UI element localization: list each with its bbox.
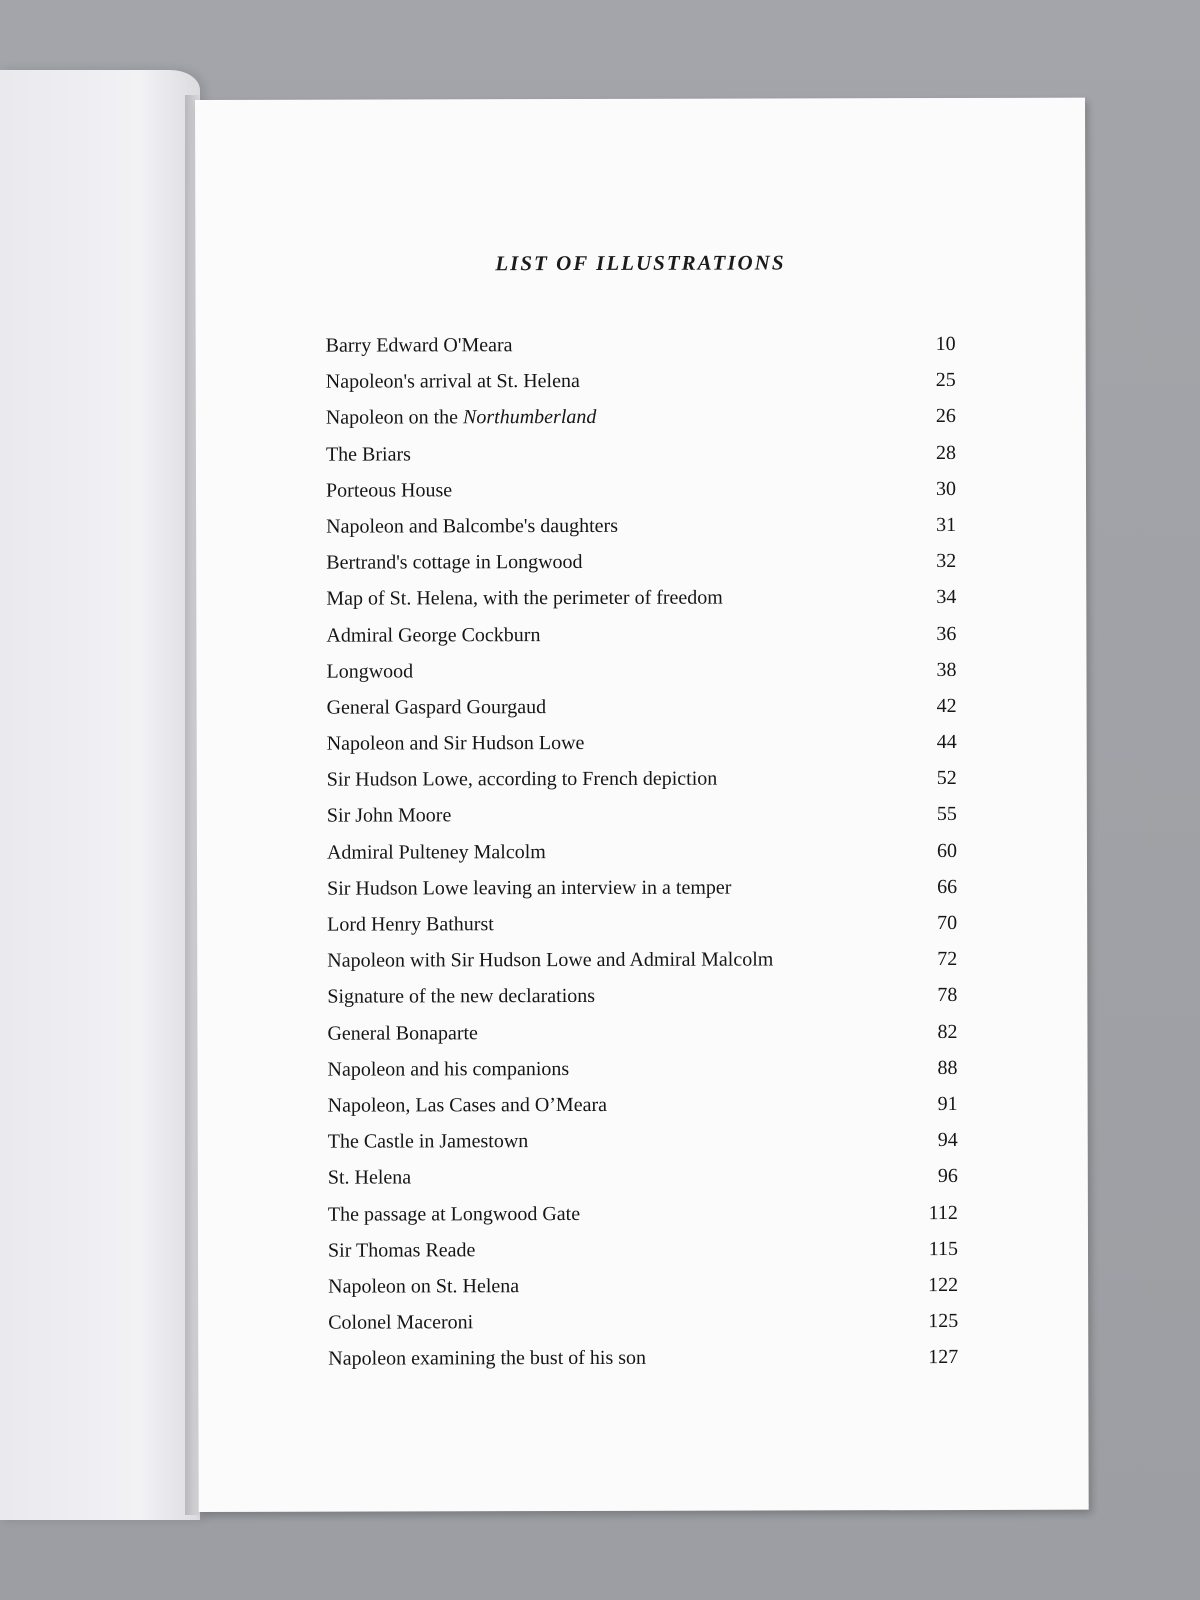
entry-title: Admiral George Cockburn bbox=[326, 623, 541, 647]
entry-page-number: 70 bbox=[937, 912, 958, 935]
list-item bbox=[326, 478, 956, 516]
entry-title: Colonel Maceroni bbox=[328, 1311, 474, 1334]
entry-title-text: Napoleon on the bbox=[325, 406, 464, 430]
entry-title: Porteous House bbox=[325, 479, 453, 502]
entry-title: Admiral Pulteney Malcolm bbox=[326, 840, 546, 864]
entry-page-number: 94 bbox=[937, 1129, 958, 1152]
list-item bbox=[328, 1093, 958, 1131]
left-page bbox=[0, 70, 200, 1520]
book-page bbox=[195, 98, 1089, 1512]
list-item bbox=[327, 695, 957, 733]
entry-page-number: 42 bbox=[936, 694, 957, 717]
entry-title-ship-name: Northumberland bbox=[462, 406, 597, 429]
entry-page-number: 32 bbox=[936, 550, 957, 573]
entry-page-number: 122 bbox=[928, 1273, 959, 1296]
entry-title: Napoleon and Sir Hudson Lowe bbox=[326, 732, 585, 755]
list-item bbox=[328, 1238, 958, 1276]
entry-title: Lord Henry Bathurst bbox=[327, 913, 494, 936]
entry-page-number: 66 bbox=[937, 875, 958, 898]
entry-page-number: 96 bbox=[937, 1165, 958, 1188]
entry-title: The Briars bbox=[325, 442, 411, 466]
entry-page-number: 25 bbox=[935, 369, 956, 392]
entry-title: Map of St. Helena, with the perimeter of freedom bbox=[326, 586, 723, 610]
entry-page-number: 55 bbox=[936, 803, 957, 826]
entry-title: The passage at Longwood Gate bbox=[327, 1202, 581, 1226]
entry-title bbox=[326, 406, 597, 430]
list-item bbox=[327, 803, 957, 841]
list-item bbox=[327, 1021, 957, 1059]
entry-page-number: 82 bbox=[937, 1020, 958, 1043]
entry-page-number: 112 bbox=[928, 1201, 958, 1224]
list-item bbox=[326, 623, 956, 661]
list-item bbox=[328, 1310, 958, 1348]
list-item bbox=[327, 948, 957, 986]
list-item bbox=[326, 369, 956, 407]
page-content bbox=[325, 250, 958, 1384]
entry-title: Napoleon and his companions bbox=[327, 1057, 570, 1081]
entry-title: Barry Edward O'Meara bbox=[325, 334, 513, 357]
page-title: LIST OF ILLUSTRATIONS bbox=[495, 250, 786, 276]
entry-page-number: 26 bbox=[935, 405, 956, 428]
entry-page-number: 38 bbox=[936, 658, 957, 681]
entry-page-number: 36 bbox=[936, 622, 957, 645]
entry-page-number: 31 bbox=[936, 513, 957, 536]
entry-title: Longwood bbox=[326, 660, 414, 683]
list-item bbox=[327, 840, 957, 878]
list-item bbox=[328, 1202, 958, 1240]
list-item bbox=[326, 514, 956, 552]
entry-title: Napoleon examining the bust of his son bbox=[328, 1347, 647, 1370]
entry-title: Napoleon and Balcombe's daughters bbox=[326, 514, 619, 538]
list-item bbox=[328, 1057, 958, 1095]
list-item bbox=[328, 1274, 958, 1312]
entry-page-number: 91 bbox=[937, 1092, 958, 1115]
entry-title: General Gaspard Gourgaud bbox=[326, 695, 547, 719]
entry-title: Napoleon, Las Cases and O’Meara bbox=[327, 1093, 608, 1117]
list-item bbox=[327, 731, 957, 769]
entry-title: Bertrand's cottage in Longwood bbox=[326, 551, 583, 574]
entry-title: Sir Hudson Lowe, according to French depiction bbox=[326, 767, 718, 791]
entry-page-number: 127 bbox=[928, 1346, 959, 1369]
entry-title: General Bonaparte bbox=[327, 1021, 478, 1045]
entry-title: Napoleon's arrival at St. Helena bbox=[325, 370, 580, 393]
entry-page-number: 125 bbox=[928, 1310, 959, 1333]
entry-title: Signature of the new declarations bbox=[327, 985, 596, 1009]
list-item bbox=[328, 1165, 958, 1203]
entry-page-number: 28 bbox=[935, 441, 956, 464]
list-item bbox=[327, 912, 957, 950]
list-item bbox=[328, 1129, 958, 1167]
list-item bbox=[326, 586, 956, 624]
entry-page-number: 60 bbox=[936, 839, 957, 862]
entry-page-number: 115 bbox=[928, 1237, 959, 1260]
entry-page-number: 44 bbox=[936, 731, 957, 754]
entry-title: Sir Thomas Reade bbox=[327, 1238, 476, 1262]
entry-page-number: 10 bbox=[935, 333, 956, 356]
entry-title: St. Helena bbox=[327, 1166, 412, 1189]
entry-title: Napoleon on St. Helena bbox=[328, 1275, 520, 1298]
list-item bbox=[326, 550, 956, 588]
entry-title: Sir John Moore bbox=[326, 804, 452, 828]
list-item bbox=[327, 767, 957, 805]
list-item bbox=[326, 659, 956, 697]
list-item bbox=[327, 876, 957, 914]
entry-page-number: 52 bbox=[936, 767, 957, 790]
list-item bbox=[326, 442, 956, 480]
entry-page-number: 88 bbox=[937, 1056, 958, 1079]
entry-title: Napoleon with Sir Hudson Lowe and Admiral Malcolm bbox=[327, 948, 774, 972]
list-item bbox=[326, 333, 956, 371]
list-item bbox=[326, 405, 956, 443]
entry-page-number: 34 bbox=[936, 586, 957, 609]
entry-page-number: 78 bbox=[937, 984, 958, 1007]
list-item bbox=[328, 1346, 958, 1384]
illustrations-list bbox=[326, 333, 959, 1384]
entry-title: Sir Hudson Lowe leaving an interview in a temper bbox=[327, 876, 732, 900]
list-item bbox=[327, 984, 957, 1022]
entry-page-number: 72 bbox=[937, 948, 958, 971]
entry-page-number: 30 bbox=[935, 477, 957, 500]
entry-title: The Castle in Jamestown bbox=[327, 1130, 529, 1153]
